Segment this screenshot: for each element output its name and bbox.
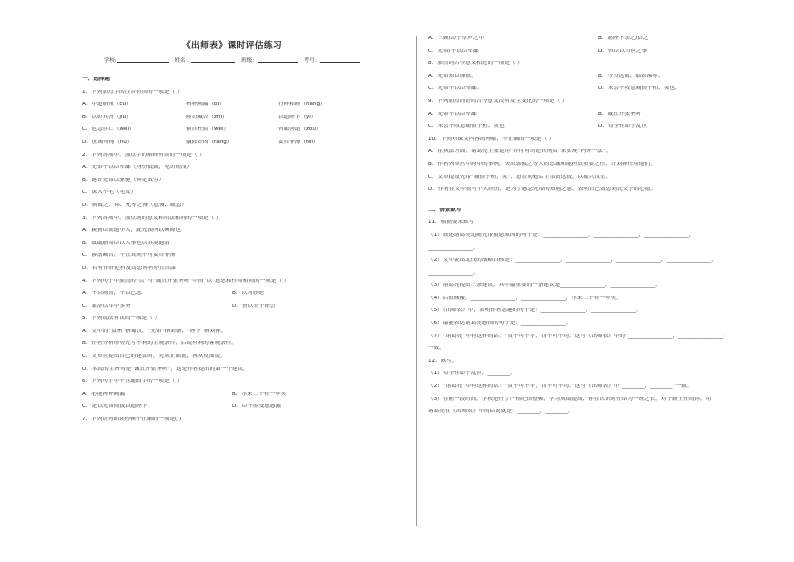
option[interactable]: 攘除奸凶（rǎng）	[186, 139, 233, 145]
option[interactable]: 以遗陛下（yí）	[278, 114, 317, 120]
fill-in-item[interactable]: （7）“诸葛亮”中有这样的话：“赏不可不平，罚不可不均。”这与《出师表》中的“________________，________________”	[428, 333, 726, 339]
option[interactable]: A．三顾臣/于草庐之中	[428, 36, 485, 41]
option[interactable]: B．作者分析形势先写不利的主观条件，后说有利的客观条件。	[82, 341, 237, 347]
option-row	[428, 36, 748, 49]
fill-in-item[interactable]: （3）在前一段时间，学校进行了严格纪律整顿，学习成绩提高，你在认识时任命为一班之长。对于新上任的你，用	[428, 396, 712, 402]
option[interactable]: D．咨臣以当世之事	[598, 48, 648, 54]
option[interactable]: C．文章在提出自己的建议时，先从正面说，再从反面说。	[82, 354, 226, 360]
option[interactable]: D．未尝不叹息痛恨于桓、灵也。	[598, 86, 681, 92]
option[interactable]: B．愿陛下亲之/信之	[598, 36, 649, 41]
exam-number-label: 考号：	[303, 58, 321, 64]
fill-in-item[interactable]: （6）最能表达诸葛亮感情的句子是：________________。	[428, 321, 572, 327]
option[interactable]: C．是以先帝简拔以遗陛下	[82, 404, 148, 410]
option[interactable]: D．作者在文中叙写个人经历，是为了感念先帝的知遇之恩，表明自己效忠刘氏父子的心愿。	[428, 187, 657, 193]
option[interactable]: A．中道崩殂（cú）	[82, 102, 132, 108]
option[interactable]: 裨补阙漏（bì）	[186, 102, 225, 108]
page-title: 《出师表》课时评估练习	[181, 41, 283, 51]
option[interactable]: 猥自枉屈（wěi）	[186, 127, 230, 133]
fill-in-item[interactable]: （2）文中说出北伐的战略目标是：________________，________________，________________，________________，	[428, 258, 717, 264]
fill-in-item[interactable]: （4）后值倾覆，________________，________________，尔来二十有一年矣。	[428, 295, 622, 301]
option[interactable]: A．在执法方面，诸葛亮主张运用“并付有司论其刑赏”来实现“内外一法”。	[428, 149, 612, 155]
option[interactable]: C．蒙辞以军中多务	[82, 303, 131, 309]
option[interactable]: B．遂许先帝以驱驰（奔走效劳）	[82, 177, 165, 183]
column-divider	[416, 36, 417, 526]
fill-in-item[interactable]: 诸葛亮在《出师表》中的话说就是：________，________。	[428, 409, 574, 415]
option[interactable]: B．尔来二十有一年矣	[232, 391, 287, 397]
right-column	[428, 36, 748, 422]
option[interactable]: C．危急存亡（wēi）	[82, 127, 135, 133]
option[interactable]: A．必能裨补阙漏	[82, 391, 125, 397]
option[interactable]: D．本段的主旨句是“诚宜开张圣听”，这是作者提出的第一个建议。	[82, 366, 249, 372]
option[interactable]: D．苟全性命于乱世	[598, 124, 648, 130]
option[interactable]: A．親賢臣而遠小人，此先漢所以興隆也	[82, 228, 181, 234]
option[interactable]: C．未尝不叹息痛恨于桓、灵也	[428, 124, 505, 130]
option-row	[428, 112, 748, 125]
option-row	[428, 74, 748, 87]
option[interactable]: D．若有作奸犯科及為忠善者亦宜自謀	[82, 265, 176, 271]
option-row	[82, 304, 382, 317]
option[interactable]: D．皆以美于徐公	[232, 303, 276, 309]
class-blank[interactable]	[258, 62, 298, 63]
option[interactable]: B．今当远离，临表涕零。	[598, 73, 664, 79]
question-stem: 1．下列加点字的注音有误的一项是（ ）	[82, 89, 183, 95]
option-row	[82, 102, 382, 115]
question-stem: 2．下列各项中，加点字的解释有误的一项是（ ）	[82, 152, 205, 158]
school-label: 学校:	[103, 58, 117, 64]
fill-in-item[interactable]: （1）叙述诸葛亮追随先帝报恩原因的句子是：________________，________________，________________，	[428, 232, 695, 238]
option[interactable]: A．不以物喜，不以己悲	[82, 291, 142, 297]
question-stem: 9．下列加点词语的古今意义没有发生变化的一项是（ ）	[428, 98, 568, 104]
option[interactable]: B．故臨崩寄臣以大事也以其境過清	[82, 240, 170, 246]
name-blank[interactable]	[191, 62, 235, 63]
option[interactable]: B．作者列举宫中府中的事例，突出郭攸之等人的忠诚和能担负重要之任，让刘禅任用他们。	[428, 161, 656, 167]
section-heading-choice: 一、选择题	[82, 77, 110, 82]
question-stem: 4．下列句子中加点的“以”与“诚宜开张圣听”中的“以”意思和作用相同的一项是（ ）	[82, 278, 290, 284]
option-row	[428, 49, 748, 62]
fill-in-item[interactable]: （5）《出师表》中，表明作者志趣的句子是：________________，________________。	[428, 308, 642, 314]
question-stem: 6．下列句子中不含通假字的一项是（ ）	[82, 379, 183, 385]
question-stem: 5．下列说法有误的一项是（ ）	[82, 316, 161, 322]
question-stem: 3．下列各项中，加点词的意义和用法相同的一项是（ ）	[82, 215, 222, 221]
option[interactable]: C．先帝不以臣卑鄙。	[428, 86, 483, 92]
option[interactable]: D．庶竭驽钝（nú）	[82, 139, 133, 145]
question-stem: 11．根据要求默写	[428, 220, 475, 226]
name-label: 姓名：	[174, 58, 192, 64]
question-stem: 10．下列对课文内容的理解，不正确的一项是（ ）	[428, 136, 555, 142]
fill-in-item[interactable]: （3）诸葛亮提出三条建议，其中最重要的一条建议是________________，________________。	[428, 283, 661, 289]
option[interactable]: C．陟罰臧否，不宜異同不可妄自菲薄	[82, 253, 176, 259]
option[interactable]: A．先帝知臣谨慎。	[428, 73, 477, 79]
option[interactable]: A．先帝不以臣卑鄙	[428, 111, 477, 117]
option[interactable]: 咨诹善道（zōu）	[278, 127, 322, 133]
fill-in-item[interactable]: （2）“诸葛亮”中有这样的话：“赏不可不平，罚不可不均。”这与《出师表》中“________，________”一致。	[428, 384, 693, 390]
option-row	[82, 115, 382, 128]
option-row	[82, 291, 382, 304]
question-stem: 8．加点词古今意义相近的一项是（ ）	[428, 61, 523, 67]
class-label: 班级：	[241, 58, 258, 64]
exam-number-blank[interactable]	[320, 62, 360, 63]
option[interactable]: D．臣不胜受恩感激	[232, 404, 282, 410]
option[interactable]: 妄自菲薄（fěi）	[278, 139, 319, 145]
school-blank[interactable]	[117, 62, 169, 63]
option-row	[82, 392, 382, 405]
fill-in-item[interactable]: ________________。	[428, 245, 479, 251]
student-info-line	[82, 59, 382, 77]
option-row	[82, 140, 382, 153]
option[interactable]: C．文章提及先帝“痛恨于桓、灵”，意在劝勉后主亲贤远佞，以振兴汉室。	[428, 174, 612, 180]
question-stem: 12．默写。	[428, 358, 458, 364]
option-row	[82, 127, 382, 140]
option[interactable]: C．深入不毛（毛发）	[82, 190, 137, 196]
option-row	[82, 404, 382, 417]
option[interactable]: B．以彰其咎（jiù）	[82, 114, 132, 120]
fill-in-item[interactable]: 一致。	[428, 346, 445, 352]
option[interactable]: D．则攸之、祎、允等之慢（怠慢，疏忽）	[82, 202, 187, 208]
option-row	[428, 86, 748, 99]
option[interactable]: 行阵和睦（háng）	[278, 102, 326, 108]
fill-in-item[interactable]: ________________。	[428, 270, 479, 276]
option[interactable]: A．文中的“益州”指蜀汉，“先帝”指刘备，“陛下”指刘禅。	[82, 328, 227, 334]
option[interactable]: C．先帝/不以臣卑鄙	[428, 48, 479, 54]
title-block	[82, 36, 382, 59]
question-stem: 7．下列语句朗读停顿不正确的一项是( )	[82, 417, 182, 423]
option[interactable]: B．诚宜开张圣听	[598, 111, 641, 117]
option[interactable]: 陟罚臧否（zhì）	[186, 114, 228, 120]
option-row	[428, 124, 748, 137]
option[interactable]: A．先帝不以臣卑鄙（身份低微，见识短浅）	[82, 165, 193, 171]
option[interactable]: B．以为妙绝	[232, 291, 264, 297]
left-column	[82, 36, 382, 430]
fill-in-item[interactable]: （1）苟全性命于乱世，________。	[428, 371, 516, 377]
section-heading-dictation: 二、情景默写	[428, 207, 462, 213]
